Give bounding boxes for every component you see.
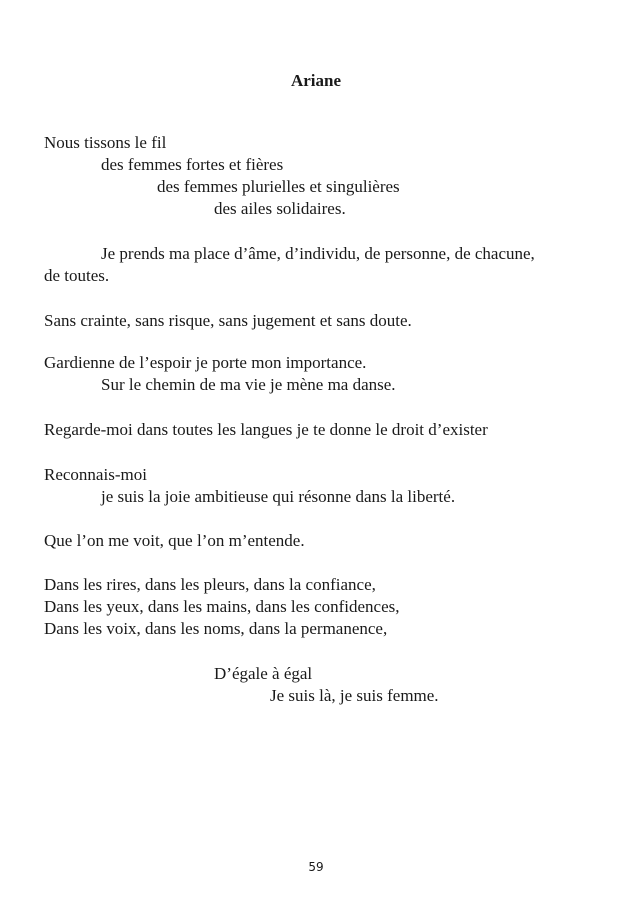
poem-line: Nous tissons le fil [44,133,167,152]
poem-line: Dans les yeux, dans les mains, dans les confidences, [44,597,400,616]
poem-line: Sur le chemin de ma vie je mène ma danse. [101,375,396,394]
poem-line: Dans les rires, dans les pleurs, dans la confiance, [44,575,376,594]
poem-line: Sans crainte, sans risque, sans jugement et sans doute. [44,311,412,330]
poem-line: je suis la joie ambitieuse qui résonne dans la liberté. [101,487,456,506]
poem-line: Que l’on me voit, que l’on m’entende. [44,531,305,550]
poem-line: D’égale à égal [214,664,313,683]
poem-line: Dans les voix, dans les noms, dans la permanence, [44,619,388,638]
poem-line: de toutes. [44,266,110,285]
poem-line: Je prends ma place d’âme, d’individu, de personne, de chacune, [101,244,535,263]
poem-line: Gardienne de l’espoir je porte mon importance. [44,353,367,372]
page-number: 59 [308,860,324,874]
poem-line: Regarde-moi dans toutes les langues je te donne le droit d’exister [44,420,488,439]
poem-line: des femmes fortes et fières [101,155,284,174]
poem-line: des femmes plurielles et singulières [157,177,400,196]
poem-line: Je suis là, je suis femme. [270,686,439,705]
poem-title: Ariane [290,71,342,90]
poem-line: des ailes solidaires. [214,199,346,218]
poem-line: Reconnais-moi [44,465,147,484]
